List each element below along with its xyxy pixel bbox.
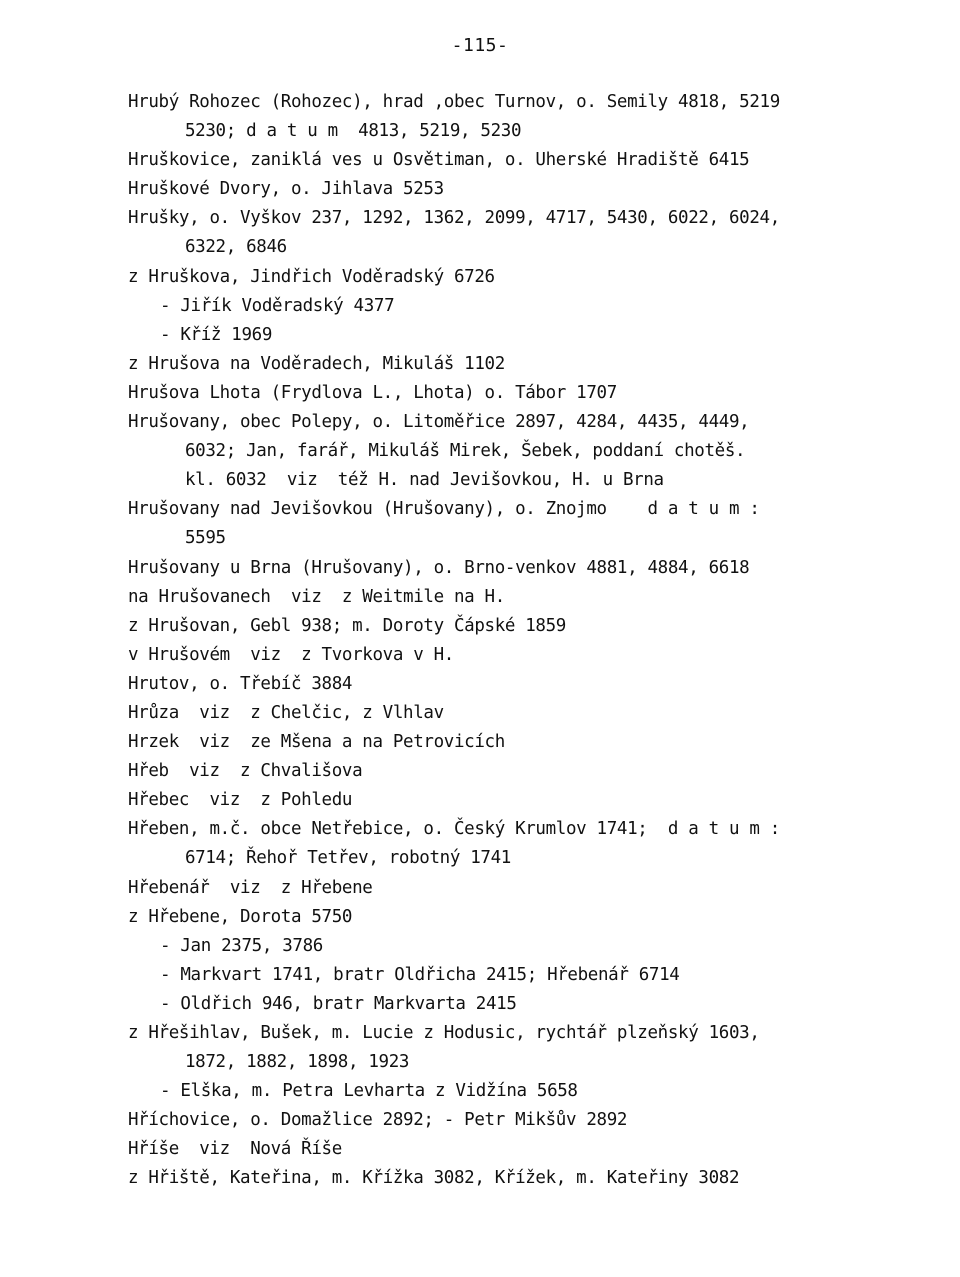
index-entry-continuation: - Jiřík Voděradský 4377	[160, 295, 395, 316]
index-entry: Hruškové Dvory, o. Jihlava 5253	[128, 179, 444, 200]
index-entry-continuation: 6714; Řehoř Tetřev, robotný 1741	[185, 848, 511, 869]
index-entry-continuation: 5230; d a t u m 4813, 5219, 5230	[185, 121, 522, 142]
index-entry-continuation: - Kříž 1969	[160, 324, 273, 345]
index-entry-continuation: - Markvart 1741, bratr Oldřicha 2415; Hřebenář 6714	[160, 964, 680, 985]
index-entry: Hřeben, m.č. obce Netřebice, o. Český Krumlov 1741; d a t u m :	[128, 819, 780, 840]
index-entry: Hrzek viz ze Mšena a na Petrovicích	[128, 732, 505, 753]
index-entry: z Hřešihlav, Bušek, m. Lucie z Hodusic, rychtář plzeňský 1603,	[128, 1023, 760, 1043]
index-entry: Hřeb viz z Chvališova	[128, 761, 363, 782]
index-entry: na Hrušovanech viz z Weitmile na H.	[128, 586, 505, 607]
index-entry: z Hřebene, Dorota 5750	[128, 906, 353, 927]
index-entry: Hříchovice, o. Domažlice 2892; - Petr Mikšův 2892	[128, 1110, 628, 1131]
index-entry-continuation: 6322, 6846	[185, 237, 287, 258]
index-entries	[128, 88, 928, 1194]
index-entry: Hrutov, o. Třebíč 3884	[128, 673, 353, 694]
index-entry: Hrušovany, obec Polepy, o. Litoměřice 2897, 4284, 4435, 4449,	[128, 412, 750, 433]
index-entry: v Hrušovém viz z Tvorkova v H.	[128, 644, 454, 665]
index-entry: z Hrušova na Voděradech, Mikuláš 1102	[128, 353, 505, 374]
index-entry-continuation: 6032; Jan, farář, Mikuláš Mirek, Šebek, poddaní chotěš.	[185, 441, 746, 462]
index-entry: Hrušky, o. Vyškov 237, 1292, 1362, 2099, 4717, 5430, 6022, 6024,	[128, 208, 780, 229]
index-entry: Hřebenář viz z Hřebene	[128, 877, 373, 898]
index-entry: z Hřiště, Kateřina, m. Křížka 3082, Křížek, m. Kateřiny 3082	[128, 1168, 740, 1189]
index-entry-continuation: 5595	[185, 528, 226, 549]
index-entry-continuation: - Oldřich 946, bratr Markvarta 2415	[160, 993, 517, 1014]
index-entry: Hruškovice, zaniklá ves u Osvětiman, o. Uherské Hradiště 6415	[128, 150, 750, 171]
index-entry: Hříše viz Nová Říše	[128, 1139, 342, 1160]
index-entry: z Hruškova, Jindřich Voděradský 6726	[128, 266, 495, 287]
index-entry-continuation: - Jan 2375, 3786	[160, 935, 323, 956]
index-entry: Hrubý Rohozec (Rohozec), hrad ,obec Turnov, o. Semily 4818, 5219	[128, 92, 780, 112]
index-entry: Hřebec viz z Pohledu	[128, 790, 353, 811]
index-entry-continuation: 1872, 1882, 1898, 1923	[185, 1052, 410, 1073]
index-entry-continuation: kl. 6032 viz též H. nad Jevišovkou, H. u Brna	[185, 470, 664, 491]
index-entry-continuation: - Elška, m. Petra Levharta z Vidžína 5658	[160, 1081, 578, 1102]
index-entry: Hrůza viz z Chelčic, z Vlhlav	[128, 702, 444, 723]
index-entry: Hrušovany nad Jevišovkou (Hrušovany), o. Znojmo d a t u m :	[128, 499, 760, 520]
index-entry: Hrušovany u Brna (Hrušovany), o. Brno-venkov 4881, 4884, 6618	[128, 557, 750, 578]
index-entry: z Hrušovan, Gebl 938; m. Doroty Čápské 1859	[128, 615, 566, 636]
index-entry: Hrušova Lhota (Frydlova L., Lhota) o. Tábor 1707	[128, 382, 617, 403]
page-number: -115-	[451, 35, 509, 56]
